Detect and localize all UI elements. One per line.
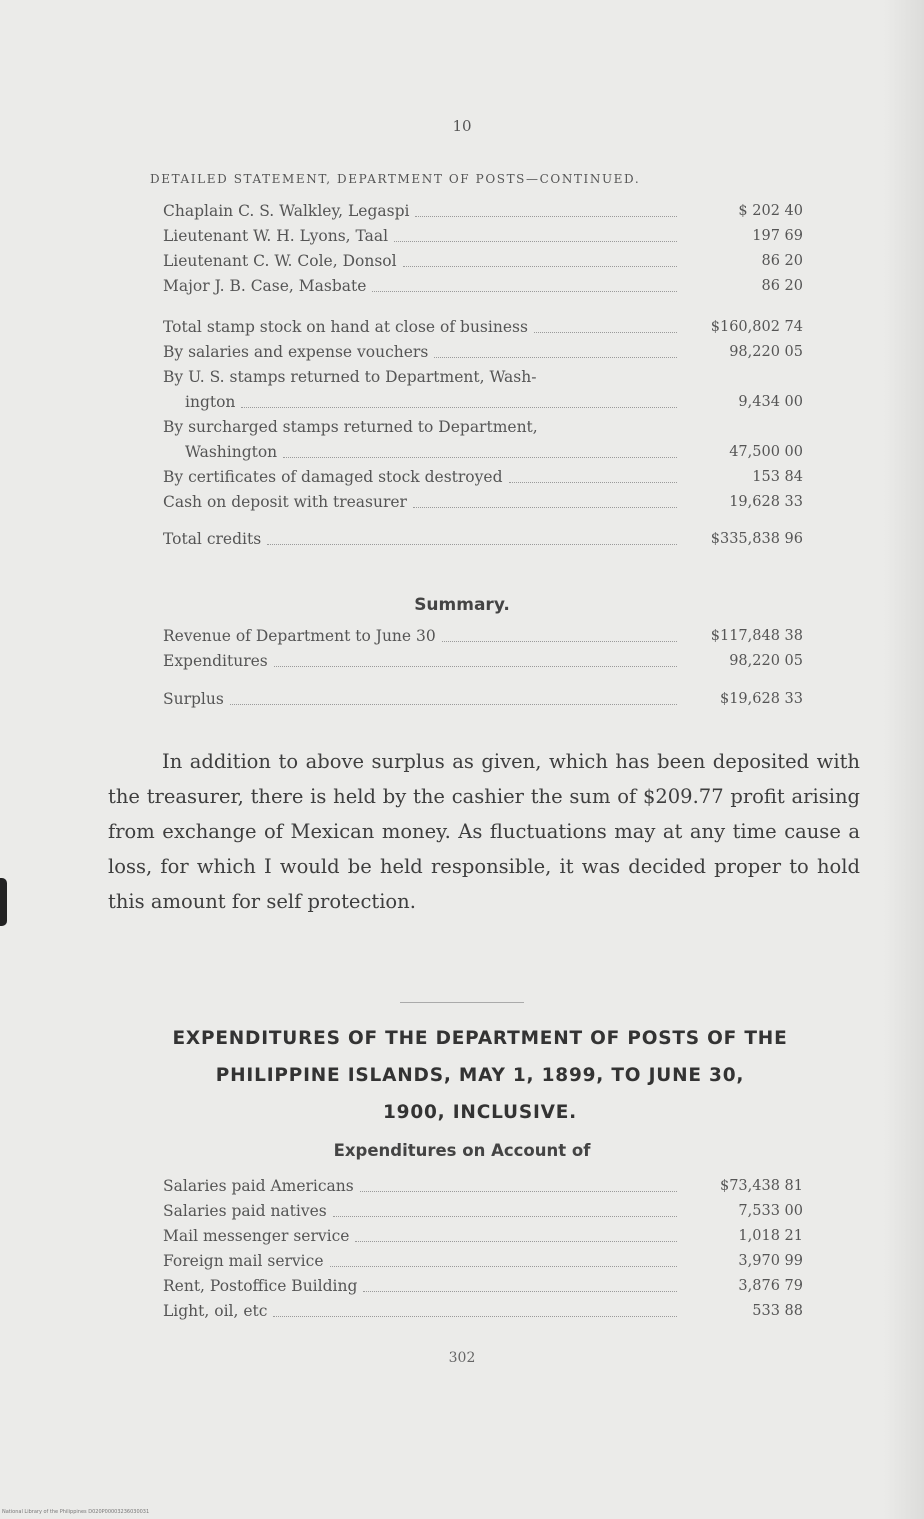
row-amount: 7,533 00 [738,1203,803,1219]
summary-ledger [163,624,803,712]
leader-dots [360,1191,677,1192]
expenditures-heading: EXPENDITURES OF THE DEPARTMENT OF POSTS OF THE PHILIPPINE ISLANDS, MAY 1, 1899, TO JUNE 30, 1900, INCLUSIVE. [172,1028,788,1123]
ledger-row [163,224,803,249]
row-label: Chaplain C. S. Walkley, Legaspi [163,202,410,220]
row-amount: 19,628 33 [729,494,803,510]
account-heading: Expenditures on Account of [333,1141,591,1160]
ledger-row [163,1299,803,1324]
row-label-line1: By U. S. stamps returned to Department, Wash- [163,368,537,386]
section-divider [400,1002,524,1003]
expenditure-ledger [163,1174,803,1324]
row-label: By certificates of damaged stock destroyed [163,468,503,486]
leader-dots [230,704,677,705]
row-amount: 98,220 05 [729,653,803,669]
row-label: Total stamp stock on hand at close of business [163,318,528,336]
leader-dots [442,641,677,642]
ledger-row [163,465,803,490]
row-label-line2: ington [185,393,236,411]
row-amount: 9,434 00 [738,394,803,410]
row-label: Salaries paid Americans [163,1177,354,1195]
leader-dots [509,482,678,483]
row-label-line1: By surcharged stamps returned to Department, [163,418,538,436]
ledger-row [163,340,803,365]
row-amount: $ 202 40 [738,203,803,219]
leader-dots [534,332,677,333]
ledger-row [163,315,803,340]
row-amount: 98,220 05 [729,344,803,360]
row-label: Foreign mail service [163,1252,324,1270]
row-label: Salaries paid natives [163,1202,327,1220]
leader-dots [434,357,677,358]
page-edge-shadow [884,0,924,1519]
binding-mark [0,878,7,926]
row-label: Expenditures [163,652,268,670]
leader-dots [355,1241,677,1242]
ledger-row [163,1274,803,1299]
row-label: Major J. B. Case, Masbate [163,277,367,295]
ledger-row [163,249,803,274]
row-amount: $73,438 81 [719,1178,803,1194]
row-amount: $335,838 96 [710,531,803,547]
row-amount: 197 69 [752,228,803,244]
paragraph-text: In addition to above surplus as given, which has been deposited with the treasurer, there is held by the cashier the sum of $209.77 profit arising from exchange of Mexican money. As fluctuations may at any time cause a loss, for which I would be held responsible, it was decided proper to hold this amount for self protection. [108,750,860,913]
ledger-row [163,199,803,224]
leader-dots [333,1216,677,1217]
row-label: Lieutenant C. W. Cole, Donsol [163,252,397,270]
leader-dots [274,666,677,667]
ledger-row [163,274,803,299]
ledger-row [163,1199,803,1224]
row-amount: 533 88 [752,1303,803,1319]
row-label: Rent, Postoffice Building [163,1277,358,1295]
leader-dots [415,216,677,217]
leader-dots [394,241,677,242]
leader-dots [273,1316,677,1317]
ledger-row-total [163,527,803,552]
row-label: Light, oil, etc [163,1302,268,1320]
ledger-row [163,1249,803,1274]
leader-dots [372,291,677,292]
row-amount: $117,848 38 [710,628,803,644]
ledger-row [163,390,803,415]
row-amount: 1,018 21 [738,1228,803,1244]
credit-ledger [163,315,803,552]
leader-dots [363,1291,677,1292]
summary-heading: Summary. [414,595,510,615]
leader-dots [267,544,677,545]
page-number-top: 10 [452,117,472,135]
row-label: Surplus [163,690,224,708]
row-amount: 86 20 [761,278,803,294]
leader-dots [241,407,677,408]
row-label: By salaries and expense vouchers [163,343,429,361]
body-paragraph [108,744,860,919]
row-label: Cash on deposit with treasurer [163,493,407,511]
ledger-row [163,1224,803,1249]
row-label: Mail messenger service [163,1227,350,1245]
row-label: Total credits [163,530,262,548]
library-watermark: National Library of the Philippines D020P00003236030031 [2,1509,150,1515]
row-label: Lieutenant W. H. Lyons, Taal [163,227,389,245]
statement-caption: DETAILED STATEMENT, DEPARTMENT OF POSTS—CONTINUED. [150,172,641,186]
leader-dots [283,457,677,458]
row-amount: $160,802 74 [710,319,803,335]
ledger-row [163,649,803,674]
row-amount: 3,876 79 [738,1278,803,1294]
leader-dots [403,266,677,267]
page-number-bottom: 302 [448,1350,476,1366]
leader-dots [413,507,677,508]
row-amount: 153 84 [752,469,803,485]
ledger-row [163,624,803,649]
officer-ledger [163,199,803,299]
row-label-line2: Washington [185,443,278,461]
leader-dots [330,1266,678,1267]
row-amount: 47,500 00 [729,444,803,460]
row-amount: 86 20 [761,253,803,269]
ledger-row-total [163,687,803,712]
ledger-row [163,490,803,515]
row-amount: $19,628 33 [719,691,803,707]
ledger-row [163,1174,803,1199]
ledger-row [163,440,803,465]
row-label: Revenue of Department to June 30 [163,627,436,645]
row-amount: 3,970 99 [738,1253,803,1269]
